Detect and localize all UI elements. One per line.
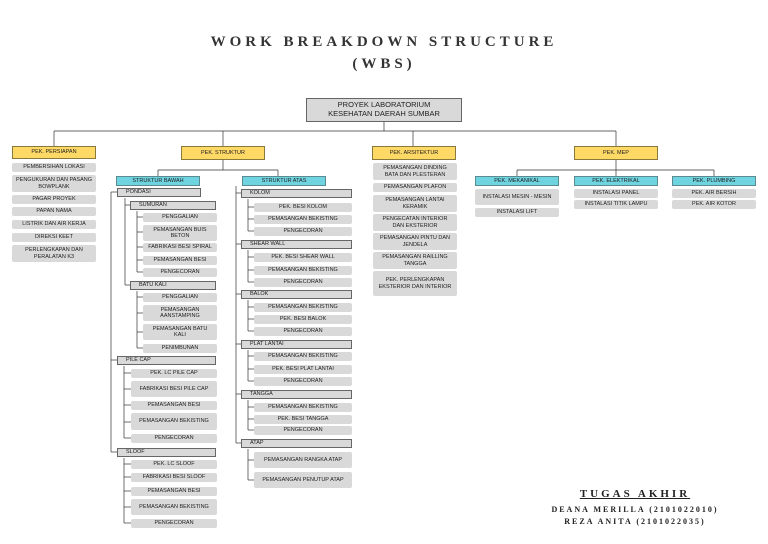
plat-lantai-node[interactable]: PLAT LANTAI [241,340,352,349]
mekanikal-item[interactable]: INSTALASI MESIN - MESIN [475,189,559,205]
root-line1: PROYEK LABORATORIUM [337,100,431,110]
tangga-node[interactable]: TANGGA [241,390,352,399]
arsitektur-item[interactable]: PEMASANGAN RAILLING TANGGA [373,252,457,269]
arsitektur-item[interactable]: PEMASANGAN PINTU DAN JENDELA [373,233,457,250]
sloof-item[interactable]: PENGECORAN [131,519,217,528]
kolom-item[interactable]: PENGECORAN [254,227,352,236]
arsitektur-item[interactable]: PEMASANGAN DINDING BATA DAN PLESTERAN [373,163,457,180]
root-node[interactable] [306,98,462,122]
atap-item[interactable]: PEMASANGAN RANGKA ATAP [254,452,352,468]
pile-cap-item[interactable]: PENGECORAN [131,434,217,443]
balok-node[interactable]: BALOK [241,290,352,299]
persiapan-item[interactable]: PAPAN NAMA [12,207,96,216]
sumuran-item[interactable]: FABRIKASI BESI SPIRAL [143,243,217,252]
persiapan-item[interactable]: PAGAR PROYEK [12,195,96,204]
signature-author-2: REZA ANITA (2101022035) [564,517,706,526]
shear-wall-item[interactable]: PEMASANGAN BEKISTING [254,266,352,275]
persiapan-item[interactable]: PERLENGKAPAN DAN PERALATAN K3 [12,245,96,262]
pile-cap-item[interactable]: FABRIKASI BESI PILE CAP [131,381,217,397]
elektrikal-item[interactable]: INSTALASI PANEL [574,189,658,198]
sloof-node[interactable]: SLOOF [117,448,216,457]
pile-cap-item[interactable]: PEMASANGAN BEKISTING [131,413,217,430]
balok-item[interactable]: PEK. BESI BALOK [254,315,352,324]
category-struktur[interactable]: PEK. STRUKTUR [181,146,265,160]
plat-lantai-item[interactable]: PEK. BESI PLAT LANTAI [254,365,352,374]
plumbing-item[interactable]: PEK. AIR KOTOR [672,200,756,209]
category-arsitektur[interactable]: PEK. ARSITEKTUR [372,146,456,160]
balok-item[interactable]: PENGECORAN [254,327,352,336]
persiapan-item[interactable]: LISTRIK DAN AIR KERJA [12,220,96,229]
balok-item[interactable]: PEMASANGAN BEKISTING [254,303,352,312]
mekanikal-node[interactable]: PEK. MEKANIKAL [475,176,559,186]
elektrikal-node[interactable]: PEK. ELEKTRIKAL [574,176,658,186]
category-mep[interactable]: PEK. MEP [574,146,658,160]
category-persiapan[interactable]: PEK. PERSIAPAN [12,146,96,159]
signature-author-1: DEANA MERILLA (2101022010) [551,505,719,514]
kolom-item[interactable]: PEMASANGAN BEKISTING [254,215,352,224]
elektrikal-item[interactable]: INSTALASI TITIK LAMPU [574,200,658,209]
arsitektur-item[interactable]: PENGECATAN INTERIOR DAN EKSTERIOR [373,214,457,231]
sumuran-item[interactable]: PEMASANGAN BUIS BETON [143,225,217,241]
arsitektur-item[interactable]: PEMASANGAN PLAFON [373,183,457,192]
sumuran-node[interactable]: SUMURAN [130,201,216,210]
batu-kali-item[interactable]: PEMASANGAN BATU KALI [143,324,217,340]
atap-item[interactable]: PEMASANGAN PENUTUP ATAP [254,472,352,488]
batu-kali-item[interactable]: PEMASANGAN AANSTAMPING [143,305,217,321]
tangga-item[interactable]: PENGECORAN [254,426,352,435]
sloof-item[interactable]: PEMASANGAN BEKISTING [131,499,217,515]
diagram-title: WORK BREAKDOWN STRUCTURE [210,34,558,50]
persiapan-item[interactable]: PENGUKURAN DAN PASANG BOWPLANK [12,175,96,192]
persiapan-item[interactable]: PEMBERSIHAN LOKASI [12,163,96,172]
sumuran-item[interactable]: PEMASANGAN BESI [143,256,217,265]
root-line2: KESEHATAN DAERAH SUMBAR [328,109,440,118]
batu-kali-item[interactable]: PENIMBUNAN [143,344,217,353]
pile-cap-node[interactable]: PILE CAP [117,356,216,365]
kolom-node[interactable]: KOLOM [241,189,352,198]
batu-kali-node[interactable]: BATU KALI [130,281,216,290]
diagram-subtitle: (WBS) [352,56,416,72]
mekanikal-item[interactable]: INSTALASI LIFT [475,208,559,217]
atap-node[interactable]: ATAP [241,439,352,448]
sumuran-item[interactable]: PENGGALIAN [143,213,217,222]
pile-cap-item[interactable]: PEK. LC PILE CAP [131,369,217,378]
arsitektur-item[interactable]: PEK. PERLENGKAPAN EKSTERIOR DAN INTERIOR [373,271,457,296]
sumuran-item[interactable]: PENGECORAN [143,268,217,277]
sloof-item[interactable]: PEK. LC SLOOF [131,460,217,469]
kolom-item[interactable]: PEK. BESI KOLOM [254,203,352,212]
batu-kali-item[interactable]: PENGGALIAN [143,293,217,302]
pondasi-node[interactable]: PONDASI [117,188,201,197]
shear-wall-item[interactable]: PENGECORAN [254,278,352,287]
shear-wall-item[interactable]: PEK. BESI SHEAR WALL [254,253,352,262]
arsitektur-item[interactable]: PEMASANGAN LANTAI KERAMIK [373,195,457,212]
plumbing-item[interactable]: PEK. AIR BERSIH [672,189,756,198]
tangga-item[interactable]: PEMASANGAN BEKISTING [254,403,352,412]
pile-cap-item[interactable]: PEMASANGAN BESI [131,401,217,410]
shear-wall-node[interactable]: SHEAR WALL [241,240,352,249]
struktur-bawah-node[interactable]: STRUKTUR BAWAH [116,176,200,186]
signature-heading: TUGAS AKHIR [579,488,691,500]
plat-lantai-item[interactable]: PENGECORAN [254,377,352,386]
tangga-item[interactable]: PEK. BESI TANGGA [254,415,352,424]
plumbing-node[interactable]: PEK. PLUMBING [672,176,756,186]
persiapan-item[interactable]: DIREKSI KEET [12,233,96,242]
struktur-atas-node[interactable]: STRUKTUR ATAS [242,176,326,186]
plat-lantai-item[interactable]: PEMASANGAN BEKISTING [254,352,352,361]
sloof-item[interactable]: FABRIKASI BESI SLOOF [131,473,217,482]
sloof-item[interactable]: PEMASANGAN BESI [131,487,217,496]
